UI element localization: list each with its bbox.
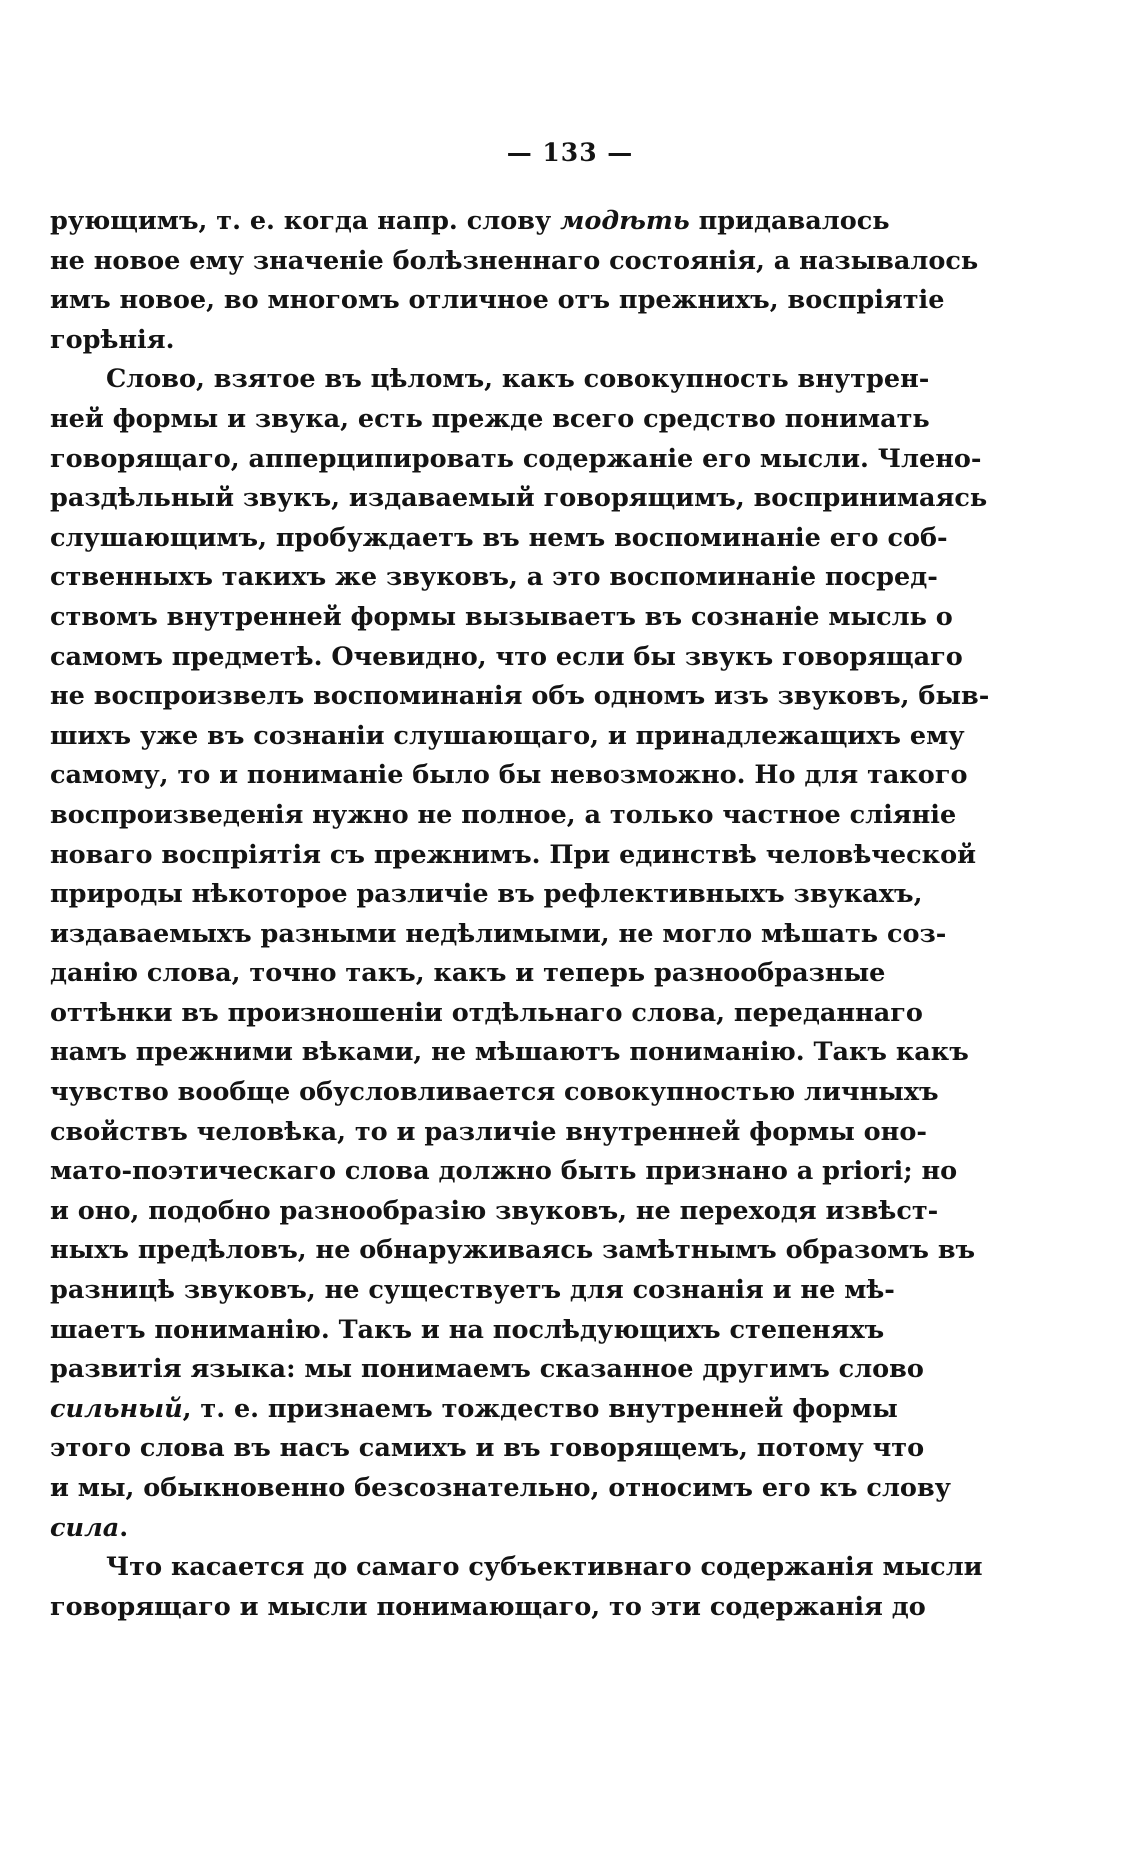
text-line: природы нѣкоторое различіе въ рефлективныхъ звукахъ,: [50, 879, 923, 910]
text-line: намъ прежними вѣками, не мѣшаютъ пониманію. Такъ какъ: [50, 1037, 969, 1068]
paragraph-2: [50, 360, 990, 1548]
text-line: и оно, подобно разнообразію звуковъ, не переходя извѣст-: [50, 1195, 939, 1226]
text-line: разницѣ звуковъ, не существуетъ для сознанія и не мѣ-: [50, 1275, 895, 1306]
text-line: Что касается до самаго субъективнаго содержанія мысли: [106, 1552, 983, 1583]
text-line: ней формы и звука, есть прежде всего средство понимать: [50, 403, 930, 434]
text-line: говорящаго и мысли понимающаго, то эти содержанія до: [50, 1591, 926, 1622]
text-line: воспроизведенія нужно не полное, а только частное сліяніе: [50, 799, 957, 830]
text-line: мато-поэтическаго слова должно быть признано a priori; но: [50, 1156, 958, 1187]
text-line: шаетъ пониманію. Такъ и на послѣдующихъ степеняхъ: [50, 1314, 885, 1345]
text-line: развитія языка: мы понимаемъ сказанное другимъ слово: [50, 1354, 924, 1385]
page-number: — 133 —: [506, 138, 634, 167]
text-line: горѣнія.: [50, 324, 175, 355]
text-line: Слово, взятое въ цѣломъ, какъ совокупность внутрен-: [106, 364, 930, 395]
paragraph-1: [50, 202, 979, 360]
paragraph-3: [50, 1548, 983, 1627]
text-line: самому, то и пониманіе было бы невозможно. Но для такого: [50, 760, 968, 791]
text-line: новаго воспріятія съ прежнимъ. При единствѣ человѣческой: [50, 839, 977, 870]
text-line: сильный, т. е. признаемъ тождество внутренней формы: [50, 1393, 898, 1424]
body-text: [50, 202, 990, 1627]
text-line: не новое ему значеніе болѣзненнаго состоянія, а называлось: [50, 245, 979, 276]
text-line: рующимъ, т. е. когда напр. слову модѣть придавалось: [50, 206, 890, 236]
text-line: издаваемыхъ разными недѣлимыми, не могло мѣшать соз-: [50, 918, 947, 949]
text-line: говорящаго, апперципировать содержаніе его мысли. Члено-: [50, 443, 982, 474]
text-line: свойствъ человѣка, то и различіе внутренней формы оно-: [50, 1116, 927, 1147]
text-line: ныхъ предѣловъ, не обнаруживаясь замѣтнымъ образомъ въ: [50, 1235, 976, 1266]
text-line: этого слова въ насъ самихъ и въ говорящемъ, потому что: [50, 1433, 925, 1464]
text-line: самомъ предметѣ. Очевидно, что если бы звукъ говорящаго: [50, 641, 963, 672]
text-line: данію слова, точно такъ, какъ и теперь разнообразные: [50, 958, 886, 989]
text-line: ственныхъ такихъ же звуковъ, а это воспоминаніе посред-: [50, 562, 938, 593]
text-line: оттѣнки въ произношеніи отдѣльнаго слова, переданнаго: [50, 997, 923, 1028]
text-line: сила.: [50, 1512, 129, 1543]
text-line: раздѣльный звукъ, издаваемый говорящимъ, воспринимаясь: [50, 483, 988, 514]
text-line: и мы, обыкновенно безсознательно, относимъ его къ слову: [50, 1473, 951, 1503]
text-line: слушающимъ, пробуждаетъ въ немъ воспоминаніе его соб-: [50, 522, 948, 553]
text-line: чувство вообще обусловливается совокупностью личныхъ: [50, 1077, 939, 1108]
text-line: не воспроизвелъ воспоминанія объ одномъ изъ звуковъ, быв-: [50, 681, 990, 712]
text-line: имъ новое, во многомъ отличное отъ прежнихъ, воспріятіе: [50, 285, 945, 316]
text-line: ствомъ внутренней формы вызываетъ въ сознаніе мысль о: [50, 601, 953, 632]
text-line: шихъ уже въ сознаніи слушающаго, и принадлежащихъ ему: [50, 720, 965, 751]
